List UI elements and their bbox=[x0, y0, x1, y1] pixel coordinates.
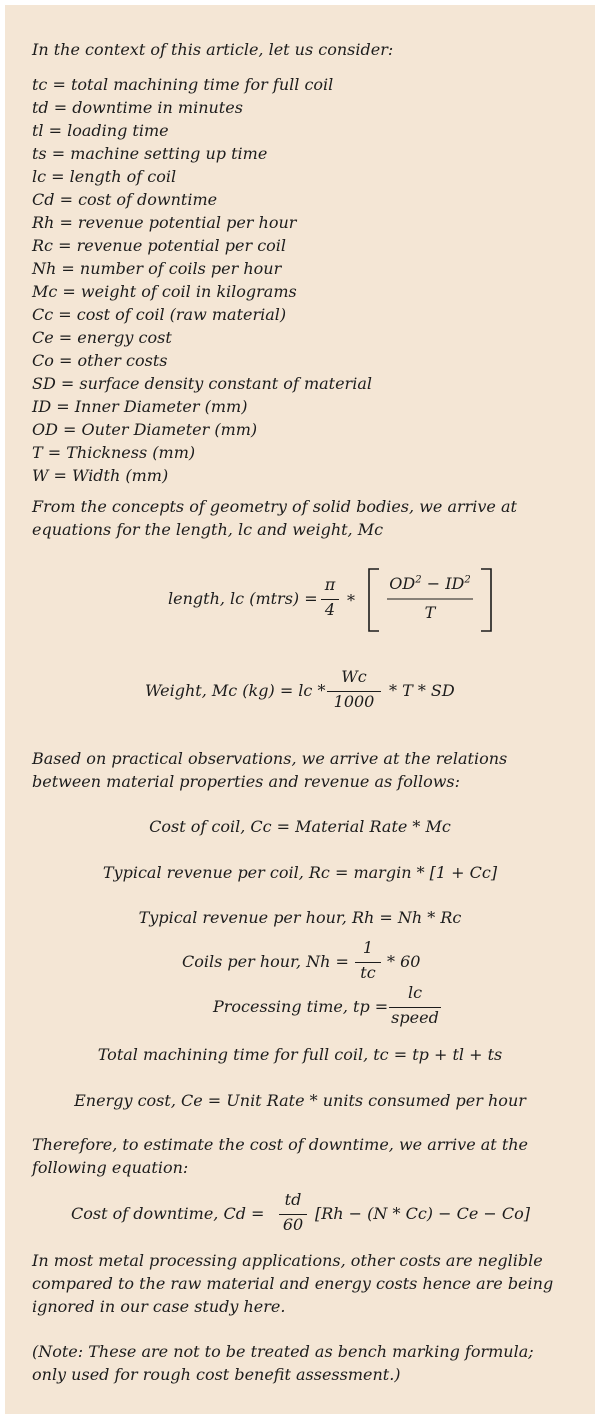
cost-of-coil-equation: Cost of coil, Cc = Material Rate * Mc bbox=[149, 817, 451, 836]
downtime-rest: [Rh − (N * Cc) − Ce − Co] bbox=[315, 1204, 531, 1223]
length-numerator: $OD^2 - ID^2$ bbox=[389, 574, 471, 593]
weight-lhs: Weight, Mc (kg) = lc * bbox=[145, 681, 326, 700]
definition-item: ID = Inner Diameter (mm) bbox=[32, 397, 248, 416]
downtime-lhs: Cost of downtime, Cd = bbox=[71, 1204, 265, 1223]
definition-item: Cd = cost of downtime bbox=[32, 190, 218, 209]
revenue-per-coil-equation: Typical revenue per coil, Rc = margin * [1 + Cc] bbox=[102, 863, 498, 882]
coils-rest: * 60 bbox=[387, 952, 421, 971]
formula-panel bbox=[5, 5, 595, 1414]
definition-item: Cc = cost of coil (raw material) bbox=[32, 305, 287, 324]
definition-item: Mc = weight of coil in kilograms bbox=[32, 282, 297, 301]
downtime-numerator: td bbox=[284, 1190, 302, 1209]
practical-intro-line: between material properties and revenue as follows: bbox=[32, 772, 460, 791]
total-machining-time-equation: Total machining time for full coil, tc = tp + tl + ts bbox=[97, 1045, 503, 1064]
pi-denominator: 4 bbox=[321, 599, 339, 619]
therefore-line: Therefore, to estimate the cost of downtime, we arrive at the bbox=[32, 1135, 529, 1154]
definition-item: T = Thickness (mm) bbox=[32, 443, 196, 462]
definition-item: Rc = revenue potential per coil bbox=[32, 236, 287, 255]
geometry-intro-line: From the concepts of geometry of solid bodies, we arrive at bbox=[32, 497, 517, 516]
note-line: only used for rough cost benefit assessment.) bbox=[32, 1365, 401, 1384]
weight-rest: * T * SD bbox=[389, 681, 455, 700]
note-text bbox=[32, 1340, 534, 1386]
therefore-text bbox=[32, 1133, 528, 1179]
definition-item: ts = machine setting up time bbox=[32, 144, 268, 163]
definition-item: SD = surface density constant of material bbox=[32, 374, 372, 393]
definition-item: tl = loading time bbox=[32, 121, 169, 140]
definition-item: W = Width (mm) bbox=[32, 466, 169, 485]
practical-intro bbox=[32, 747, 507, 793]
conclusion-line: ignored in our case study here. bbox=[32, 1297, 286, 1316]
definition-item: td = downtime in minutes bbox=[32, 98, 243, 117]
coils-numerator: 1 bbox=[362, 938, 374, 957]
definition-item: Ce = energy cost bbox=[32, 328, 172, 347]
energy-cost-equation: Energy cost, Ce = Unit Rate * units consumed per hour bbox=[74, 1091, 526, 1110]
intro-text: In the context of this article, let us consider: bbox=[32, 40, 394, 59]
geometry-intro-line: equations for the length, lc and weight, Mc bbox=[32, 520, 384, 539]
weight-denominator: 1000 bbox=[327, 691, 381, 711]
length-lhs: length, lc (mtrs) = bbox=[168, 589, 318, 608]
conclusion-text bbox=[32, 1249, 553, 1318]
therefore-line: following equation: bbox=[32, 1158, 189, 1177]
length-denominator: T bbox=[424, 603, 436, 622]
downtime-denominator: 60 bbox=[279, 1214, 307, 1234]
processing-denominator: speed bbox=[389, 1007, 441, 1027]
definition-item: Nh = number of coils per hour bbox=[32, 259, 282, 278]
definition-item: tc = total machining time for full coil bbox=[32, 75, 334, 94]
processing-lhs: Processing time, tp = bbox=[213, 997, 389, 1016]
pi-symbol: π bbox=[324, 575, 336, 594]
conclusion-line: In most metal processing applications, other costs are neglible bbox=[32, 1251, 543, 1270]
coils-lhs: Coils per hour, Nh = bbox=[182, 952, 349, 971]
definition-item: Co = other costs bbox=[32, 351, 168, 370]
coils-denominator: tc bbox=[355, 962, 381, 982]
note-line: (Note: These are not to be treated as bench marking formula; bbox=[32, 1342, 534, 1361]
weight-numerator: Wc bbox=[341, 667, 367, 686]
times-sign: * bbox=[347, 591, 355, 610]
definition-item: Rh = revenue potential per hour bbox=[32, 213, 297, 232]
conclusion-line: compared to the raw material and energy costs hence are being bbox=[32, 1274, 554, 1293]
definition-list bbox=[32, 73, 372, 487]
definition-item: lc = length of coil bbox=[32, 167, 177, 186]
geometry-intro bbox=[32, 495, 517, 541]
practical-intro-line: Based on practical observations, we arrive at the relations bbox=[32, 749, 508, 768]
processing-numerator: lc bbox=[407, 983, 423, 1002]
revenue-per-hour-equation: Typical revenue per hour, Rh = Nh * Rc bbox=[138, 908, 462, 927]
definition-item: OD = Outer Diameter (mm) bbox=[32, 420, 258, 439]
